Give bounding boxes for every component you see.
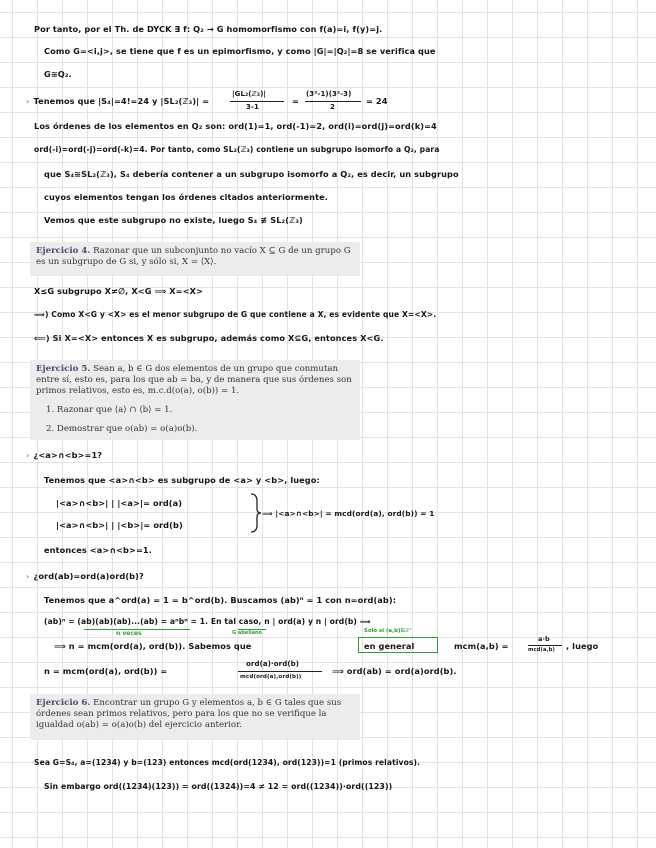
bullet-icon: ›	[26, 96, 30, 106]
exercise-5-item-1: 1. Razonar que ⟨a⟩ ∩ ⟨b⟩ = 1.	[46, 405, 173, 415]
frac-count-den: 2	[330, 103, 335, 111]
frac-gl-num: |GL₂(ℤ₃)|	[232, 90, 267, 98]
ej5-conclusion: ⟹ ord(ab) = ord(a)ord(b).	[332, 666, 457, 676]
ej5-line-subgrupo: Tenemos que <a>∩<b> es subgrupo de <a> y <b>, luego:	[44, 475, 320, 485]
final-frac-num: ord(a)·ord(b)	[246, 660, 300, 668]
frac-count-bar	[305, 101, 361, 102]
line-epimorfismo: Como G=<i,j>, se tiene que f es un epimorfismo, y como |G|=|Q₂|=8 se verifica que	[44, 46, 436, 56]
ej5-question-1: › ¿<a>∩<b>=1?	[26, 450, 103, 460]
ej5-div-a: |<a>∩<b>| | |<a>|= ord(a)	[56, 498, 183, 508]
line-dyck: Por tanto, por el Th. de DYCK ∃ f: Q₂ → G homomorfismo con f(a)=i, f(y)=j.	[34, 24, 383, 34]
ej5-question-2: › ¿ord(ab)=ord(a)ord(b)?	[26, 571, 144, 581]
ej5-n-mcm: n = mcm(ord(a), ord(b)) =	[44, 666, 168, 676]
exercise-4-label: Ejercicio 4.	[36, 246, 91, 256]
exercise-4-box	[30, 242, 360, 276]
frac-gl-bar	[230, 101, 284, 102]
final-frac-den: mcd(ord(a),ord(b))	[240, 674, 302, 680]
result-24: = 24	[366, 96, 388, 106]
ej5-buscamos: Tenemos que a^ord(a) = 1 = b^ord(b). Buscamos (ab)ⁿ = 1 con n=ord(ab):	[44, 595, 397, 605]
exercise-5-label: Ejercicio 5.	[36, 364, 91, 374]
exercise-4-text: Razonar que un subconjunto no vacío X ⊆ G de un grupo G es un subgrupo de G si, y sólo si, X = ⟨X⟩.	[36, 246, 351, 267]
exercise-5-item-2: 2. Demostrar que o(ab) = o(a)o(b).	[46, 424, 198, 434]
exercise-6-box	[30, 694, 360, 740]
annotation-nveces: n veces	[116, 630, 142, 637]
ej4-line-2: ⟹) Como X<G y <X> es el menor subgrupo de G que contiene a X, es evidente que X=<X>.	[34, 310, 437, 319]
line-orders-s4: › Tenemos que |S₄|=4!=24 y |SL₂(ℤ₃)| =	[26, 96, 210, 106]
line-no-existe: Vemos que este subgrupo no existe, luego S₄ ≇ SL₂(ℤ₃)	[44, 215, 303, 225]
mcm-formula: mcm(a,b) =	[454, 641, 509, 651]
ej6-line-1: Sea G=S₄, a=(1234) y b=(123) entonces mcd(ord(1234), ord(123))=1 (primos relativos).	[34, 758, 421, 767]
exercise-6-text: Encontrar un grupo G y elementos a, b ∈ G tales que sus órdenes sean primos relativos, pero para los que no se verifique la igualdad o(ab) = o(a)o(b) del ejercicio anterior.	[36, 698, 342, 730]
frac-count-num: (3²-1)(3²-3)	[306, 90, 352, 98]
ej6-line-2: Sin embargo ord((1234)(123)) = ord((1324))=4 ≠ 12 = ord((1234))·ord((123))	[44, 782, 393, 791]
mcm-frac-bar	[528, 645, 562, 646]
ej5-entonces: entonces <a>∩<b>=1.	[44, 545, 152, 555]
right-brace-icon	[250, 493, 262, 533]
frac-gl-den: 3-1	[246, 103, 259, 111]
ej5-div-b: |<a>∩<b>| | |<b>|= ord(b)	[56, 520, 183, 530]
ej5-mcd-result: ⟹ |<a>∩<b>| = mcd(ord(a), ord(b)) = 1	[262, 509, 435, 518]
mcm-frac-den: mcd(a,b)	[528, 647, 555, 653]
exercise-5-text: Sean a, b ∈ G dos elementos de un grupo que conmutan entre sí, esto es, para los que ab = ba, y de manera que sus órdenes son primos relativos, esto es, m.c.d(o(a), o(b)) = 1.	[36, 364, 352, 396]
bullet-icon: ›	[26, 571, 30, 581]
en-general-text: en general	[364, 641, 415, 651]
line-orders-q2-cont: ord(-i)=ord(-j)=ord(-k)=4. Por tanto, como SL₂(ℤ₃) contiene un subgrupo isomorfo a Q₂, para	[34, 145, 440, 154]
mcm-frac-num: a·b	[538, 635, 550, 643]
line-s4-contener: que S₄≅SL₂(ℤ₃), S₄ debería contener a un subgrupo isomorfo a Q₂, es decir, un subgrupo	[44, 169, 459, 179]
ej4-line-1: X≤G subgrupo X≠∅, X<G ⟹ X=<X>	[34, 286, 203, 296]
ej5-producto: (ab)ⁿ = (ab)(ab)(ab)...(ab) = aⁿbⁿ = 1. En tal caso, n | ord(a) y n | ord(b) ⟹	[44, 617, 371, 626]
annotation-cota: Sólo si (a,b)∈ℤ⁺	[364, 628, 413, 634]
annotation-conmutan: G abeliano	[232, 630, 262, 636]
line-isomorfo: G≅Q₂.	[44, 69, 72, 79]
bullet-icon: ›	[26, 450, 30, 460]
ej4-line-3: ⟸) Si X=<X> entonces X es subgrupo, además como X⊆G, entonces X<G.	[34, 333, 384, 343]
exercise-6-label: Ejercicio 6.	[36, 698, 91, 708]
final-frac-bar	[238, 671, 322, 672]
exercise-5-box	[30, 360, 360, 440]
line-elementos: cuyos elementos tengan los órdenes citados anteriormente.	[44, 192, 328, 202]
line-orders-q2: Los órdenes de los elementos en Q₂ son: ord(1)=1, ord(-1)=2, ord(i)=ord(j)=ord(k)=4	[34, 121, 437, 131]
ej5-mcm: ⟹ n = mcm(ord(a), ord(b)). Sabemos que	[54, 641, 252, 651]
mcm-luego: , luego	[566, 641, 599, 651]
equals-sign: =	[292, 96, 299, 106]
